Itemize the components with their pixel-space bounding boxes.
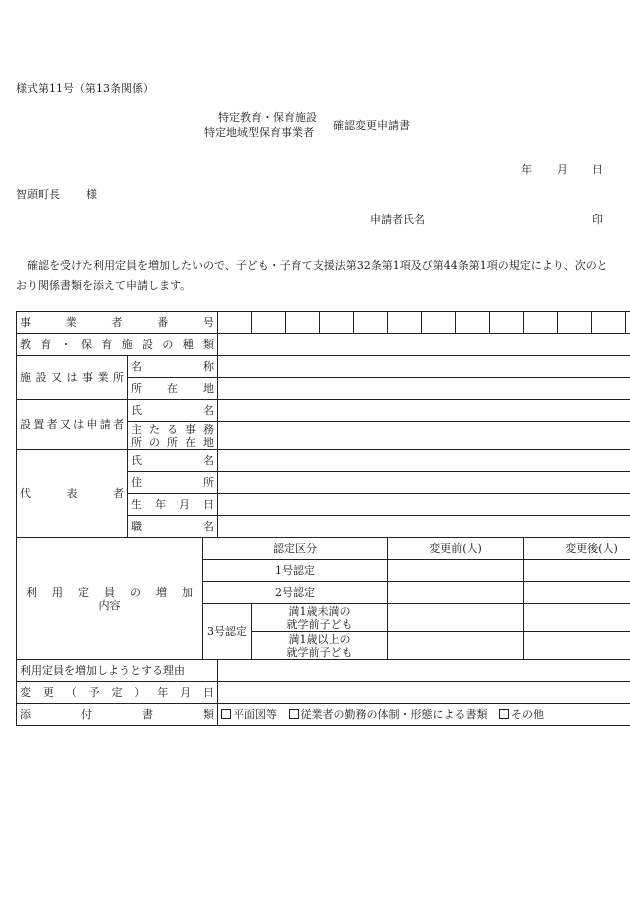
business-number-digit-cell[interactable] bbox=[524, 312, 558, 334]
attachment-floor-plan-label: 平面図等 bbox=[233, 708, 278, 721]
business-number-digit-cell[interactable] bbox=[490, 312, 524, 334]
checkbox-icon[interactable] bbox=[221, 709, 231, 719]
rep-address-field[interactable] bbox=[218, 472, 630, 494]
facility-label: 施設又は事業所 bbox=[17, 356, 128, 400]
attachment-staff-option[interactable] bbox=[289, 708, 488, 721]
date-year-label: 年 bbox=[521, 163, 532, 176]
rep-address-label: 住所 bbox=[128, 472, 218, 494]
rep-position-label: 職名 bbox=[128, 516, 218, 538]
facility-name-label: 名称 bbox=[128, 356, 218, 378]
title-facility-line1: 特定教育・保育施設 bbox=[218, 111, 317, 124]
attachments-label: 添付書類 bbox=[17, 704, 218, 726]
row-change-date bbox=[17, 682, 630, 704]
title-facility-line2: 特定地域型保育事業者 bbox=[204, 126, 314, 139]
rep-birthdate-field[interactable] bbox=[218, 494, 630, 516]
cert3-over1-line2: 就学前子ども bbox=[286, 645, 353, 659]
cert3-under1-line2: 就学前子ども bbox=[286, 617, 353, 631]
capacity-label bbox=[17, 538, 203, 660]
business-number-digit-cell[interactable] bbox=[252, 312, 286, 334]
reason-field[interactable] bbox=[218, 660, 630, 682]
facility-name-field[interactable] bbox=[218, 356, 630, 378]
cert2-after-field[interactable] bbox=[524, 582, 630, 604]
founder-name-field[interactable] bbox=[218, 400, 630, 422]
business-number-digit-cell[interactable] bbox=[592, 312, 626, 334]
rep-name-label: 氏名 bbox=[128, 450, 218, 472]
representative-label: 代表者 bbox=[17, 450, 128, 538]
business-number-digit-cell[interactable] bbox=[558, 312, 592, 334]
row-rep-name bbox=[17, 450, 630, 472]
business-number-digit-cell[interactable] bbox=[218, 312, 252, 334]
capacity-header-after: 変更後(人) bbox=[524, 538, 630, 560]
business-number-digit-cell[interactable] bbox=[286, 312, 320, 334]
business-number-digit-cell[interactable] bbox=[626, 312, 630, 334]
row-facility-type bbox=[17, 334, 630, 356]
checkbox-icon[interactable] bbox=[289, 709, 299, 719]
cert1-before-field[interactable] bbox=[388, 560, 524, 582]
facility-type-label: 教育・保育施設の種類 bbox=[17, 334, 218, 356]
change-date-field[interactable] bbox=[218, 682, 630, 704]
seal-label: 印 bbox=[592, 213, 603, 226]
attachments-options bbox=[218, 704, 630, 726]
cert1-after-field[interactable] bbox=[524, 560, 630, 582]
form-number: 様式第11号（第13条関係） bbox=[16, 82, 154, 95]
rep-birthdate-label: 生年月日 bbox=[128, 494, 218, 516]
facility-location-field[interactable] bbox=[218, 378, 630, 400]
date-month-label: 月 bbox=[557, 163, 568, 176]
cert3-over1-before-field[interactable] bbox=[388, 632, 524, 660]
founder-label: 設置者又は申請者 bbox=[17, 400, 128, 450]
founder-name-label: 氏名 bbox=[128, 400, 218, 422]
row-founder-name bbox=[17, 400, 630, 422]
attachment-other-option[interactable] bbox=[499, 708, 544, 721]
applicant-name-label: 申請者氏名 bbox=[370, 213, 425, 226]
capacity-header-category: 認定区分 bbox=[203, 538, 388, 560]
cert3-over1-after-field[interactable] bbox=[524, 632, 630, 660]
checkbox-icon[interactable] bbox=[499, 709, 509, 719]
facility-location-label: 所在地 bbox=[128, 378, 218, 400]
cert3-under1-after-field[interactable] bbox=[524, 604, 630, 632]
business-number-digit-cell[interactable] bbox=[320, 312, 354, 334]
attachment-other-label: その他 bbox=[511, 708, 545, 721]
addressee-name: 智頭町長 bbox=[16, 188, 60, 201]
founder-office-label bbox=[128, 422, 218, 450]
capacity-label-line1: 利用定員の増加 bbox=[26, 585, 193, 599]
addressee-honorific: 様 bbox=[86, 188, 97, 201]
capacity-label-line2: 内容 bbox=[98, 598, 121, 612]
cert3-label: 3号認定 bbox=[203, 604, 252, 660]
cert2-label: 2号認定 bbox=[203, 582, 388, 604]
application-form-table bbox=[16, 311, 630, 726]
business-number-digit-cell[interactable] bbox=[422, 312, 456, 334]
cert3-under1-label bbox=[252, 604, 388, 632]
business-number-label: 事業者番号 bbox=[17, 312, 218, 334]
cert2-before-field[interactable] bbox=[388, 582, 524, 604]
founder-office-field[interactable] bbox=[218, 422, 630, 450]
facility-type-field[interactable] bbox=[218, 334, 630, 356]
document-title: 確認変更申請書 bbox=[333, 119, 410, 132]
attachment-staff-label: 従業者の勤務の体制・形態による書類 bbox=[300, 708, 488, 721]
reason-label: 利用定員を増加しようとする理由 bbox=[17, 660, 218, 682]
capacity-header-before: 変更前(人) bbox=[388, 538, 524, 560]
cert3-under1-line1: 満1歳未満の bbox=[288, 604, 351, 618]
row-capacity-header bbox=[17, 538, 630, 560]
change-date-label: 変更（予定）年月日 bbox=[17, 682, 218, 704]
row-business-number bbox=[17, 312, 630, 334]
business-number-digit-cell[interactable] bbox=[456, 312, 490, 334]
row-reason bbox=[17, 660, 630, 682]
business-number-digit-cell[interactable] bbox=[354, 312, 388, 334]
business-number-digit-cell[interactable] bbox=[388, 312, 422, 334]
rep-position-field[interactable] bbox=[218, 516, 630, 538]
cert3-under1-before-field[interactable] bbox=[388, 604, 524, 632]
row-attachments bbox=[17, 704, 630, 726]
cert3-over1-line1: 満1歳以上の bbox=[288, 632, 351, 646]
founder-office-label-line2: 所の所在地 bbox=[131, 435, 215, 449]
attachment-floor-plan-option[interactable] bbox=[221, 708, 277, 721]
intro-text: 確認を受けた利用定員を増加したいので、子ども・子育て支援法第32条第1項及び第44条第1項の規定により、次のとおり関係書類を添えて申請します。 bbox=[16, 259, 608, 292]
rep-name-field[interactable] bbox=[218, 450, 630, 472]
row-facility-name bbox=[17, 356, 630, 378]
cert1-label: 1号認定 bbox=[203, 560, 388, 582]
date-day-label: 日 bbox=[592, 163, 603, 176]
cert3-over1-label bbox=[252, 632, 388, 660]
founder-office-label-line1: 主たる事務 bbox=[131, 422, 215, 436]
